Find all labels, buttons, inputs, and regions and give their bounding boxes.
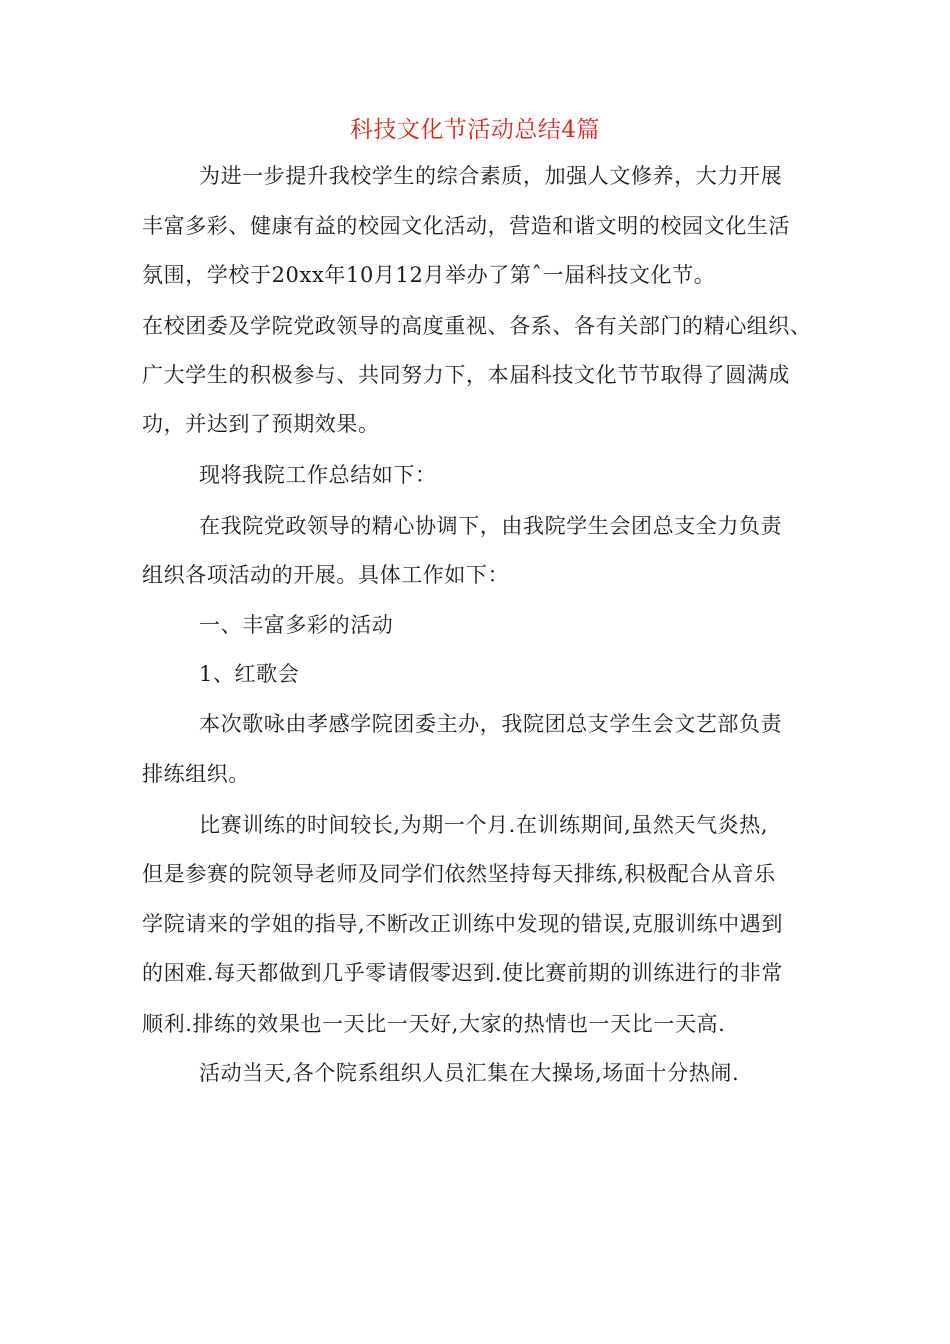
text-line: 为进一步提升我校学生的综合素质，加强人文修养，大力开展	[199, 164, 783, 188]
text-line: 比赛训练的时间较长,为期一个月.在训练期间,虽然天气炎热,	[199, 813, 769, 837]
text-line: 丰富多彩、健康有益的校园文化活动，营造和谐文明的校园文化生活	[142, 214, 790, 238]
text-line: 功，并达到了预期效果。	[142, 412, 380, 436]
text-line: 组织各项活动的开展。具体工作如下：	[142, 563, 510, 587]
subsection-heading: 1、红歌会	[199, 662, 300, 686]
text-line: 的困难.每天都做到几乎零请假零迟到.使比赛前期的训练进行的非常	[142, 961, 783, 985]
text-line: 现将我院工作总结如下：	[199, 463, 437, 487]
text-line: 学院请来的学姐的指导,不断改正训练中发现的错误,克服训练中遇到	[142, 912, 783, 936]
section-heading: 一、丰富多彩的活动	[199, 613, 394, 637]
text-line: 排练组织。	[142, 762, 250, 786]
text-line: 在校团委及学院党政领导的高度重视、各系、各有关部门的精心组织、	[142, 314, 812, 338]
text-line: 本次歌咏由孝感学院团委主办，我院团总支学生会文艺部负责	[199, 712, 783, 736]
text-line: 在我院党政领导的精心协调下，由我院学生会团总支全力负责	[199, 514, 783, 538]
text-line: 氛围，学校于20xx年10月12月举办了第ˆ一届科技文化节。	[142, 263, 716, 287]
text-line: 活动当天,各个院系组织人员汇集在大操场,场面十分热闹.	[199, 1061, 740, 1085]
document-title: 科技文化节活动总结4篇	[349, 117, 601, 143]
text-line: 广大学生的积极参与、共同努力下，本届科技文化节节取得了圆满成	[142, 363, 790, 387]
text-line: 但是参赛的院领导老师及同学们依然坚持每天排练,积极配合从音乐	[142, 862, 776, 886]
text-line: 顺利.排练的效果也一天比一天好,大家的热情也一天比一天高.	[142, 1012, 726, 1036]
